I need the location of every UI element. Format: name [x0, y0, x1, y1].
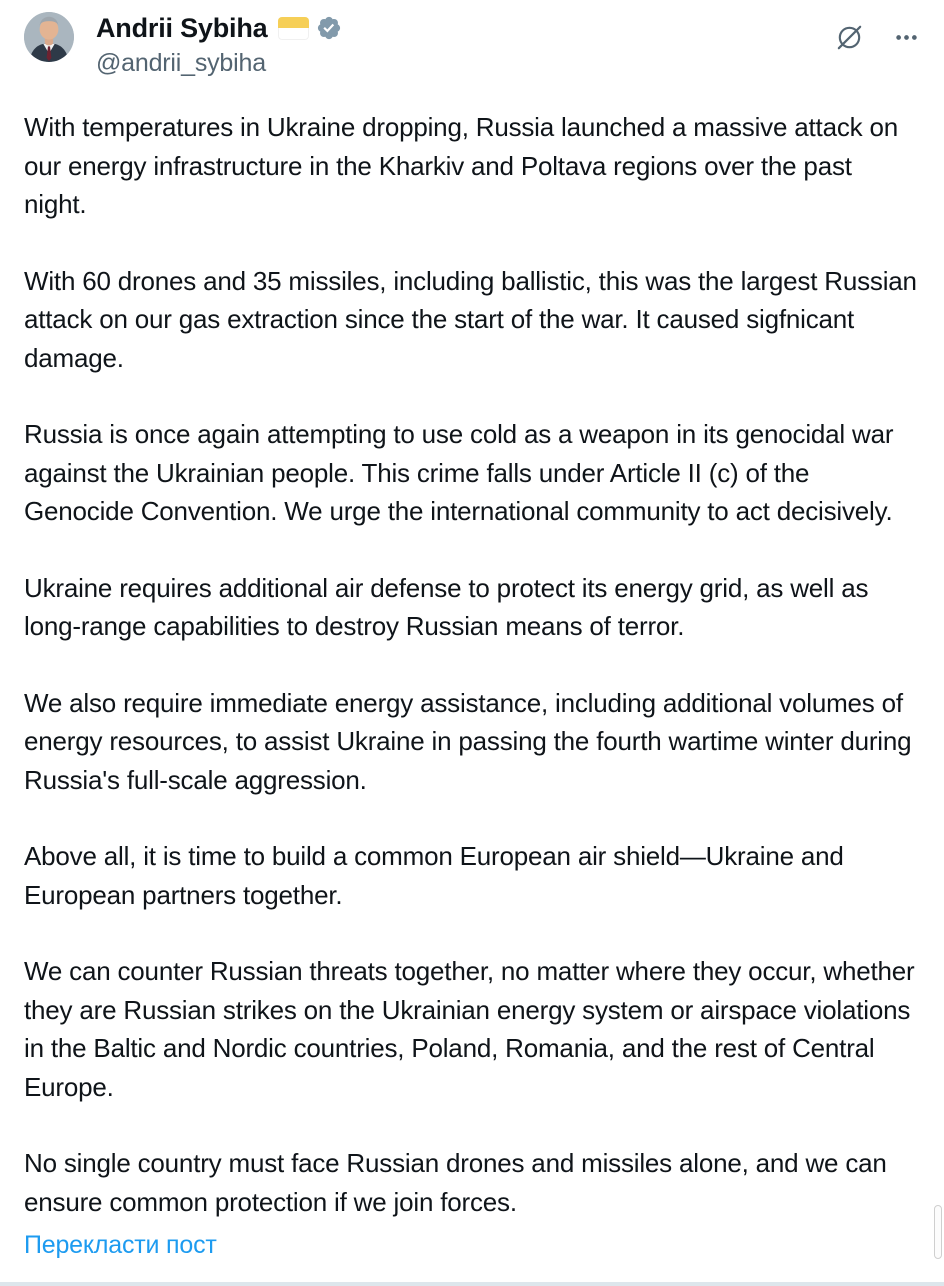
tweet-paragraph: We can counter Russian threats together, no matter where they occur, whether they are Russian strikes on the Ukrainian energy system or airspace violations in the Baltic and Nordic countries, Poland, Romania, and the rest of Central Europe. [24, 956, 915, 1102]
tweet-paragraph: With 60 drones and 35 missiles, including ballistic, this was the largest Russian attack on our gas extraction since the start of the war. It caused sigfnicant damage. [24, 265, 917, 373]
ukraine-flag-icon [278, 17, 309, 40]
author-name-row [96, 12, 342, 44]
author-name[interactable]: Andrii Sybiha [96, 12, 268, 43]
tweet-paragraph: We also require immediate energy assistance, including additional volumes of energy resources, to assist Ukraine in passing the fourth wartime winter during Russia's full-scale aggression. [24, 687, 912, 795]
avatar-portrait-image [24, 12, 74, 62]
bottom-divider [0, 1282, 944, 1286]
tweet-paragraph: Russia is once again attempting to use cold as a weapon in its genocidal war against the Ukrainian people. This crime falls under Article II (c) of the Genocide Convention. We urge the international community to act decisively. [24, 419, 894, 526]
translate-post-link[interactable]: Перекласти пост [24, 1231, 217, 1259]
avatar[interactable] [24, 12, 74, 62]
grok-actions-button[interactable] [836, 24, 863, 51]
verified-badge-icon [316, 15, 342, 41]
tweet-text [0, 78, 944, 1221]
author-block [96, 12, 342, 78]
scrollbar-thumb[interactable] [934, 1205, 942, 1259]
more-horizontal-icon [893, 24, 920, 51]
author-handle: @andrii_sybiha [96, 49, 266, 77]
grok-icon [836, 24, 863, 51]
tweet-paragraph: Ukraine requires additional air defense to protect its energy grid, as well as long-range capabilities to destroy Russian means of terror. [24, 572, 869, 641]
tweet-paragraph: Above all, it is time to build a common European air shield—Ukraine and European partners together. [24, 841, 844, 910]
header-actions [836, 12, 920, 51]
tweet-paragraph: No single country must face Russian drones and missiles alone, and we can ensure common protection if we join forces. [24, 1148, 887, 1217]
more-button[interactable] [893, 24, 920, 51]
tweet-header [0, 0, 944, 78]
tweet-paragraph: With temperatures in Ukraine dropping, Russia launched a massive attack on our energy infrastructure in the Kharkiv and Poltava regions over the past night. [24, 112, 898, 219]
